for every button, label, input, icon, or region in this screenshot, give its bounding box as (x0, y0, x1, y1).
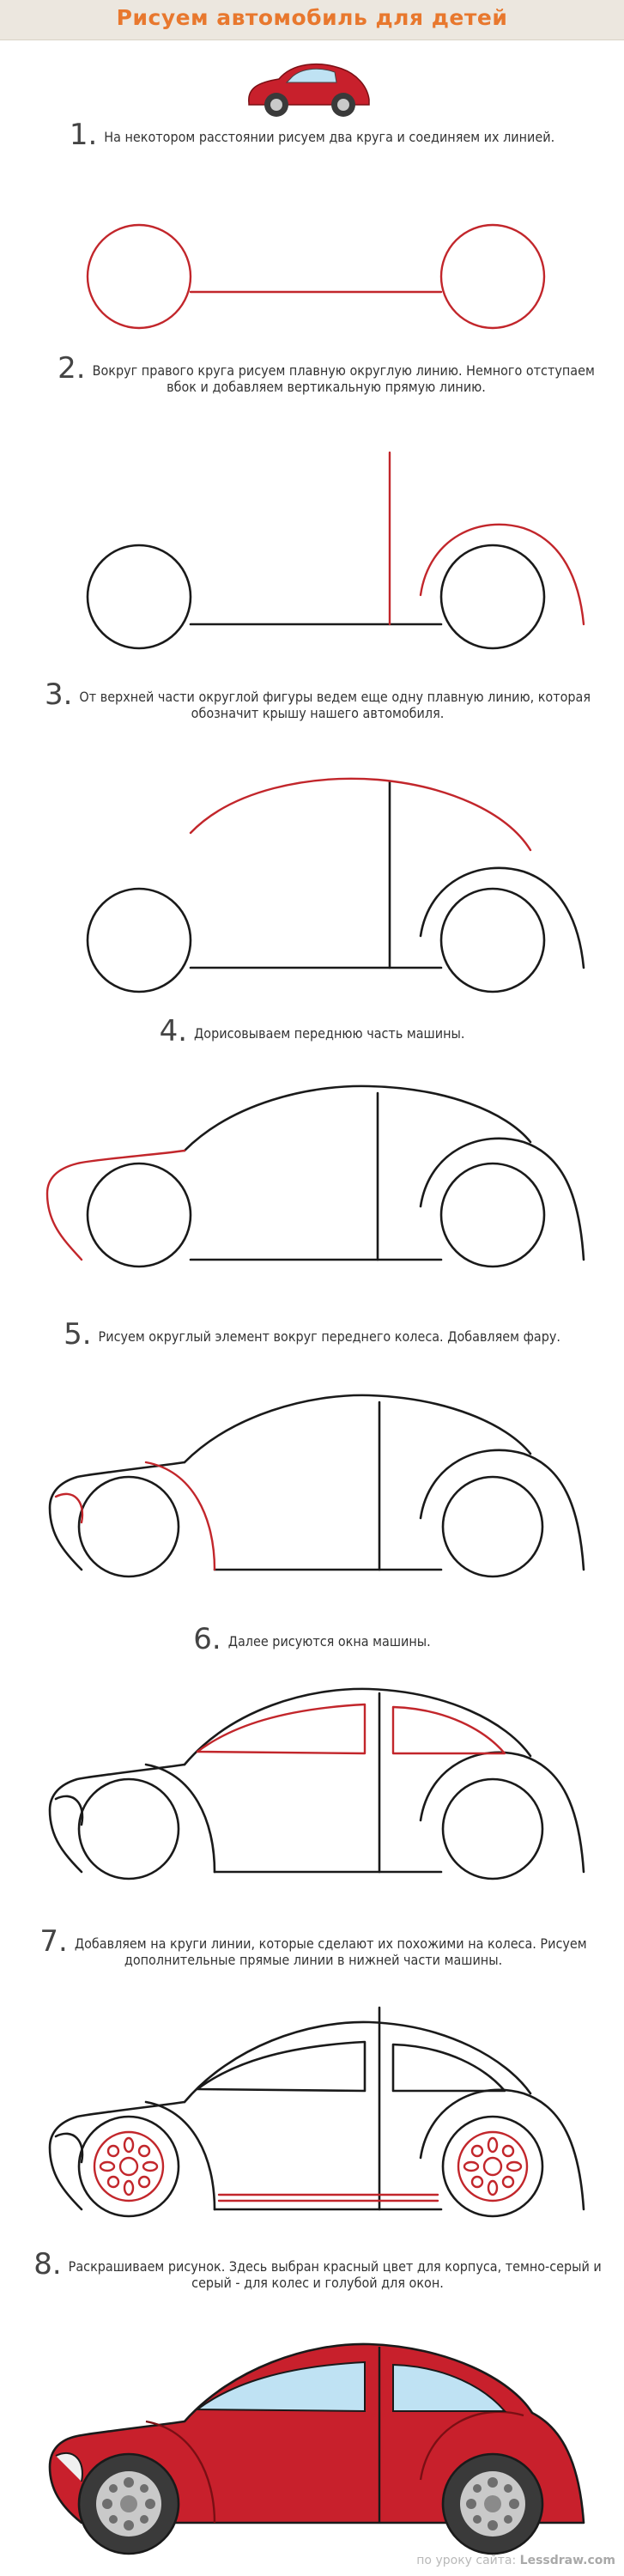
step-7-drawing (0, 1982, 624, 2239)
step-7-caption (9, 1924, 618, 1968)
credit-site: Lessdraw.com (519, 2554, 615, 2567)
step-4-caption (9, 1014, 615, 1048)
step-8-colored-car (0, 2308, 624, 2557)
step-text: Дорисовываем переднюю часть машины. (194, 1025, 465, 1042)
step-text: От верхней части округлой фигуры ведем еще одну плавную линию, которая обозначит крышу нашего автомобиля. (79, 689, 591, 721)
step-number: 4. (159, 1014, 188, 1048)
page-title: Рисуем автомобиль для детей (116, 5, 508, 30)
credit-prefix: по уроку сайта: (416, 2554, 517, 2567)
rear-arch-curve (421, 525, 584, 624)
front-wheel (79, 2454, 179, 2554)
source-credit (416, 2554, 615, 2567)
step-1-drawing (0, 206, 624, 335)
right-wheel-circle (441, 225, 544, 328)
step-3-drawing (0, 756, 624, 1013)
step-text: Раскрашиваем рисунок. Здесь выбран красный цвет для корпуса, темно-серый и серый - для колес и голубой для окон. (68, 2258, 602, 2291)
front-body-curve (47, 1151, 185, 1260)
header-car-icon (232, 50, 386, 127)
left-wheel-circle (88, 225, 191, 328)
rear-wheel (443, 2454, 542, 2554)
step-number: 3. (44, 677, 73, 712)
step-4-drawing (0, 1069, 624, 1284)
step-text: На некотором расстоянии рисуем два круга и соединяем их линией. (104, 129, 555, 145)
step-8-caption (26, 2247, 609, 2291)
rear-window (393, 1707, 505, 1753)
front-window (197, 1704, 365, 1753)
front-fender-curve (146, 1462, 215, 1570)
step-1-caption (9, 118, 615, 152)
headlight-curve (56, 1494, 82, 1522)
step-5-caption (9, 1317, 615, 1352)
step-3-caption (34, 677, 601, 721)
step-number: 7. (39, 1924, 68, 1959)
step-number: 8. (33, 2247, 62, 2281)
step-2-drawing (0, 434, 624, 657)
step-2-caption (51, 351, 601, 395)
step-6-drawing (0, 1674, 624, 1898)
step-5-drawing (0, 1372, 624, 1595)
step-text: Рисуем округлый элемент вокруг переднего колеса. Добавляем фару. (98, 1328, 560, 1345)
step-number: 1. (69, 118, 98, 152)
roof-curve (191, 779, 530, 850)
step-number: 2. (58, 351, 86, 386)
step-text: Добавляем на круги линии, которые сделают их похожими на колеса. Рисуем дополнительные прямые линии в нижней части машины. (74, 1935, 587, 1968)
step-6-caption (9, 1622, 615, 1656)
title-banner (0, 0, 624, 40)
step-number: 5. (64, 1317, 92, 1352)
front-hub-circle (94, 2132, 163, 2201)
rear-hub-circle (458, 2132, 527, 2201)
step-text: Вокруг правого круга рисуем плавную округлую линию. Немного отступаем вбок и добавляем вертикальную прямую линию. (92, 362, 595, 395)
step-text: Далее рисуются окна машины. (227, 1633, 431, 1649)
step-number: 6. (193, 1622, 221, 1656)
